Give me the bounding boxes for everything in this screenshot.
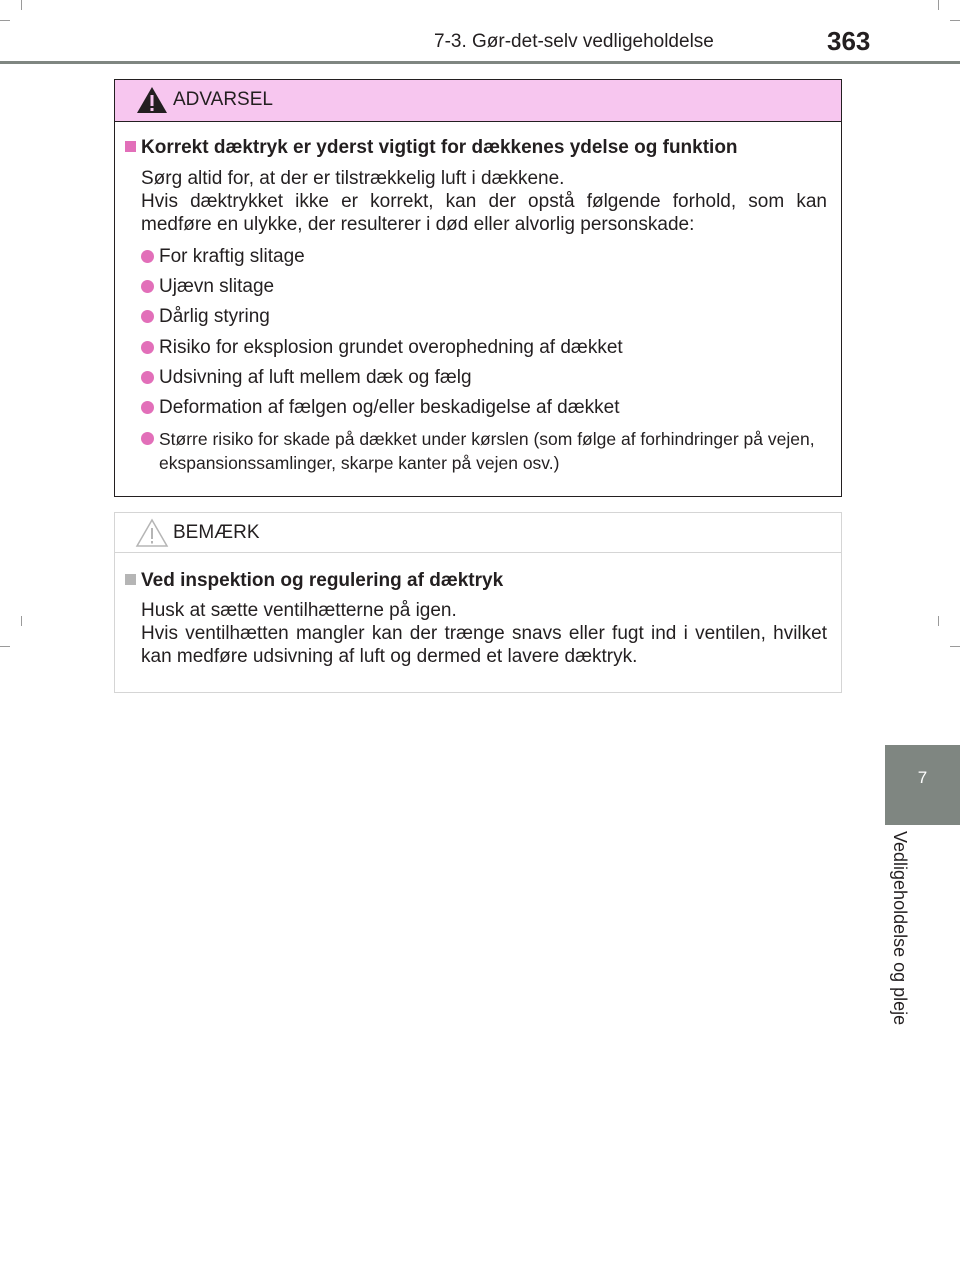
warning-heading-text: Korrekt dæktryk er yderst vigtigt for dækkenes ydelse og funktion — [141, 137, 738, 158]
round-bullet-icon — [141, 310, 154, 323]
round-bullet-icon — [141, 250, 154, 263]
notice-paragraph: Husk at sætte ventilhætterne på igen. — [141, 600, 457, 621]
list-item — [141, 366, 827, 389]
warning-heading — [125, 137, 827, 159]
warning-triangle-icon — [135, 85, 169, 115]
warning-paragraph: Hvis dæktrykket ikke er korrekt, kan der opstå følgende forhold, som kan medføre en ulykke, der resulterer i død eller alvorlig personskade: — [141, 191, 827, 235]
warning-title: ADVARSEL — [173, 89, 273, 110]
page-number: 363 — [827, 26, 871, 56]
chapter-tab — [885, 745, 960, 825]
list-item-text: For kraftig slitage — [159, 246, 305, 267]
square-bullet-icon — [125, 574, 136, 585]
list-item-text: Risiko for eksplosion grundet overophedning af dækket — [159, 337, 623, 358]
notice-paragraph: Hvis ventilhætten mangler kan der trænge snavs eller fugt ind i ventilen, hvilket kan medføre udsivning af luft og dermed et lavere dæktryk. — [141, 623, 827, 667]
round-bullet-icon — [141, 280, 154, 293]
notice-title: BEMÆRK — [173, 522, 260, 543]
chapter-number: 7 — [917, 768, 928, 787]
notice-header — [115, 513, 841, 553]
round-bullet-icon — [141, 401, 154, 414]
warning-box — [114, 79, 842, 497]
crop-mark — [21, 0, 22, 10]
crop-mark — [950, 646, 960, 647]
list-item — [141, 305, 827, 328]
notice-heading-text: Ved inspektion og regulering af dæktryk — [141, 570, 504, 591]
list-item — [141, 396, 827, 419]
crop-mark — [938, 0, 939, 10]
notice-heading — [125, 570, 827, 592]
chapter-label: Vedligeholdelse og pleje — [890, 831, 910, 1026]
list-item-text: Større risiko for skade på dækket under kørslen (som følge af forhindringer på vejen, ekspansionssamlinger, skarpe kanter på vejen osv.) — [159, 429, 815, 473]
crop-mark — [21, 616, 22, 626]
header-section-title: 7-3. Gør-det-selv vedligeholdelse — [434, 31, 714, 52]
square-bullet-icon — [125, 141, 136, 152]
list-item — [141, 275, 827, 298]
list-item-text: Udsivning af luft mellem dæk og fælg — [159, 367, 472, 388]
crop-mark — [938, 616, 939, 626]
crop-mark — [950, 20, 960, 21]
crop-mark — [0, 20, 10, 21]
round-bullet-icon — [141, 371, 154, 384]
list-item-text: Ujævn slitage — [159, 276, 275, 297]
crop-mark — [0, 646, 10, 647]
header-rule — [0, 61, 960, 64]
list-item-text: Dårlig styring — [159, 306, 270, 327]
round-bullet-icon — [141, 341, 154, 354]
list-item — [141, 427, 827, 475]
list-item — [141, 245, 827, 268]
list-item — [141, 336, 827, 359]
caution-triangle-outline-icon — [135, 518, 169, 548]
notice-box — [114, 512, 842, 693]
warning-paragraph: Sørg altid for, at der er tilstrækkelig luft i dækkene. — [141, 168, 565, 189]
list-item-text: Deformation af fælgen og/eller beskadigelse af dækket — [159, 397, 620, 418]
round-bullet-icon — [141, 432, 154, 445]
warning-header — [115, 80, 841, 122]
